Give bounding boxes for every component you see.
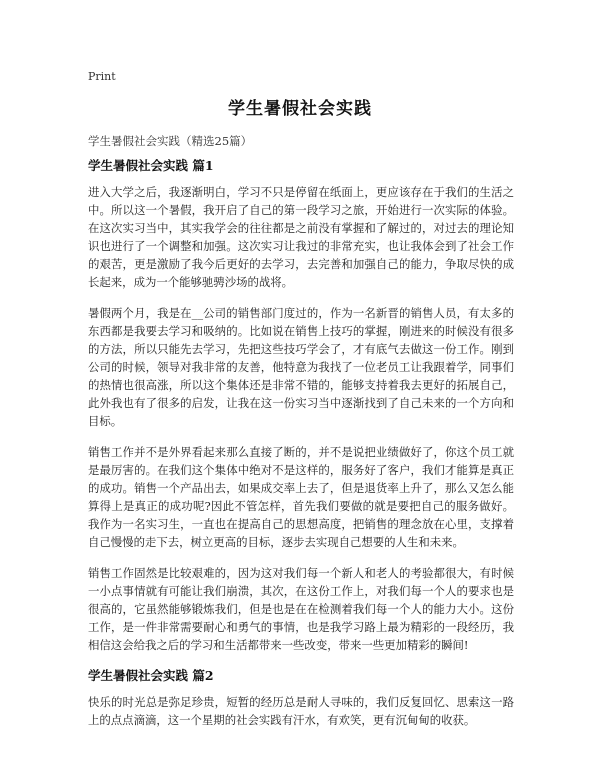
print-label[interactable]: Print (88, 70, 116, 83)
paragraph: 销售工作固然是比较艰难的，因为这对我们每一个新人和老人的考验都很大，有时候一小点事情就有可能让我们崩溃，其次，在这份工作上，对我们每一个人的要求也是很高的，它虽然能够锻炼我们，但是也是在在检测着我们每一个人的能力大小。这份工作，是一件非常需要耐心和勇气的事情，也是我学习路上最为精彩的一段经历，我相信这会给我之后的学习和生活都带来一些改变，带来一些更加精彩的瞬间! (88, 566, 514, 652)
document-body (88, 157, 514, 742)
document-subtitle: 学生暑假社会实践（精选25篇） (88, 134, 253, 148)
section-heading-1: 学生暑假社会实践 篇1 (88, 158, 214, 173)
page-title: 学生暑假社会实践 (228, 99, 372, 119)
section-heading-2: 学生暑假社会实践 篇2 (88, 668, 214, 683)
paragraph: 销售工作并不是外界看起来那么直接了断的，并不是说把业绩做好了，你这个员工就是最厉害的。在我们这个集体中绝对不是这样的，服务好了客户，我们才能算是真正的成功。销售一个产品出去，如果成交率上去了，但是退货率上升了，那么又怎么能算得上是真正的成功呢?因此不管怎样，首先我们要做的就是要把自己的服务做好。我作为一名实习生，一直也在提高自己的思想高度，把销售的理念放在心里，支撑着自己慢慢的走下去，树立更高的目标，逐步去实现自己想要的人生和未来。 (88, 445, 514, 549)
paragraph: 暑假两个月，我是在__公司的销售部门度过的，作为一名新晋的销售人员，有太多的东西都是我要去学习和吸纳的。比如说在销售上技巧的掌握，刚进来的时候没有很多的方法，所以只能先去学习，先把这些技巧学会了，才有底气去做这一份工作。刚到公司的时候，领导对我非常的友善，他特意为我找了一位老员工让我跟着学，同事们的热情也很高涨，所以这个集体还是非常不错的，能够支持着我去更好的拓展自己，此外我也有了很多的启发，让我在这一份实习当中逐渐找到了自己未来的一个方向和目标。 (88, 306, 514, 428)
paragraph: 快乐的时光总是弥足珍贵，短暂的经历总是耐人寻味的，我们反复回忆、思索这一路上的点点滴滴，这一个星期的社会实践有汗水，有欢笑，更有沉甸甸的收获。 (88, 695, 514, 727)
paragraph: 进入大学之后，我逐渐明白，学习不只是停留在纸面上，更应该存在于我们的生活之中。所以这一个暑假，我开启了自己的第一段学习之旅，开始进行一次实际的体验。在这次实习当中，其实我学会的往往都是之前没有掌握和了解过的，对过去的理论知识也进行了一个调整和加强。这次实习让我过的非常充实，也让我体会到了社会工作的艰苦，更是激励了我今后更好的去学习，去完善和加强自己的能力，争取尽快的成长起来，成为一个能够驰骋沙场的战将。 (88, 185, 514, 289)
